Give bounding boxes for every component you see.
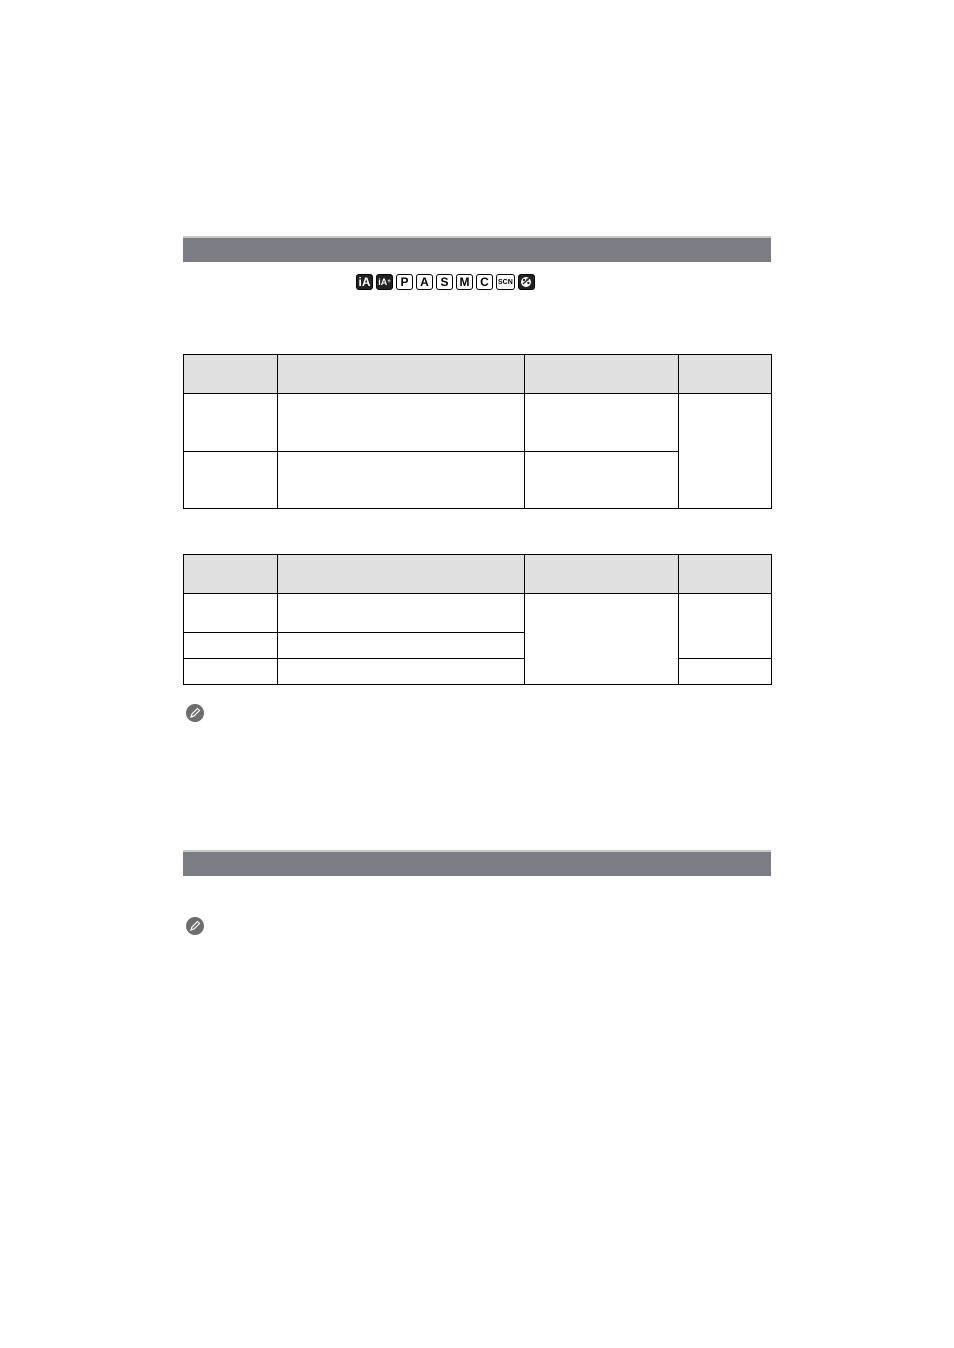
section-header-bar	[183, 850, 771, 876]
settings-table-1	[183, 354, 772, 509]
table-header-row	[184, 555, 772, 594]
program-ae-mode-icon: P	[396, 274, 413, 290]
note-pencil-icon	[186, 917, 204, 935]
intelligent-auto-plus-mode-icon: iA +	[376, 274, 393, 290]
note-pencil-icon	[186, 704, 204, 722]
table-cell	[278, 394, 525, 452]
table-cell	[184, 452, 278, 509]
scene-mode-icon: SCN	[496, 274, 515, 290]
manual-exposure-mode-icon: M	[456, 274, 473, 290]
table-header-row	[184, 355, 772, 394]
palette-icon	[520, 276, 532, 288]
table-header-cell	[278, 355, 525, 394]
table-cell	[679, 594, 772, 659]
table-cell	[525, 394, 679, 452]
creative-control-mode-icon	[518, 274, 535, 290]
table-header-cell	[525, 355, 679, 394]
table-cell	[184, 594, 278, 633]
table-cell	[525, 452, 679, 509]
shutter-priority-mode-icon: S	[436, 274, 453, 290]
table-cell	[184, 633, 278, 659]
table-header-cell	[184, 555, 278, 594]
table-header-cell	[278, 555, 525, 594]
custom-mode-icon: C	[476, 274, 493, 290]
aperture-priority-mode-icon: A	[416, 274, 433, 290]
table-header-cell	[679, 355, 772, 394]
intelligent-auto-mode-icon: iA	[356, 274, 373, 290]
table-header-cell	[525, 555, 679, 594]
table-cell	[278, 633, 525, 659]
table-cell	[278, 594, 525, 633]
section-header-bar	[183, 236, 771, 262]
table-cell	[278, 452, 525, 509]
recording-mode-icons	[356, 273, 535, 291]
table-cell	[184, 659, 278, 685]
table-row	[184, 594, 772, 633]
table-row	[184, 659, 772, 685]
table-cell	[679, 394, 772, 509]
table-cell	[278, 659, 525, 685]
table-header-cell	[679, 555, 772, 594]
table-header-cell	[184, 355, 278, 394]
settings-table-2	[183, 554, 772, 685]
table-cell	[525, 594, 679, 685]
table-cell	[184, 394, 278, 452]
table-row	[184, 394, 772, 452]
table-cell	[679, 659, 772, 685]
